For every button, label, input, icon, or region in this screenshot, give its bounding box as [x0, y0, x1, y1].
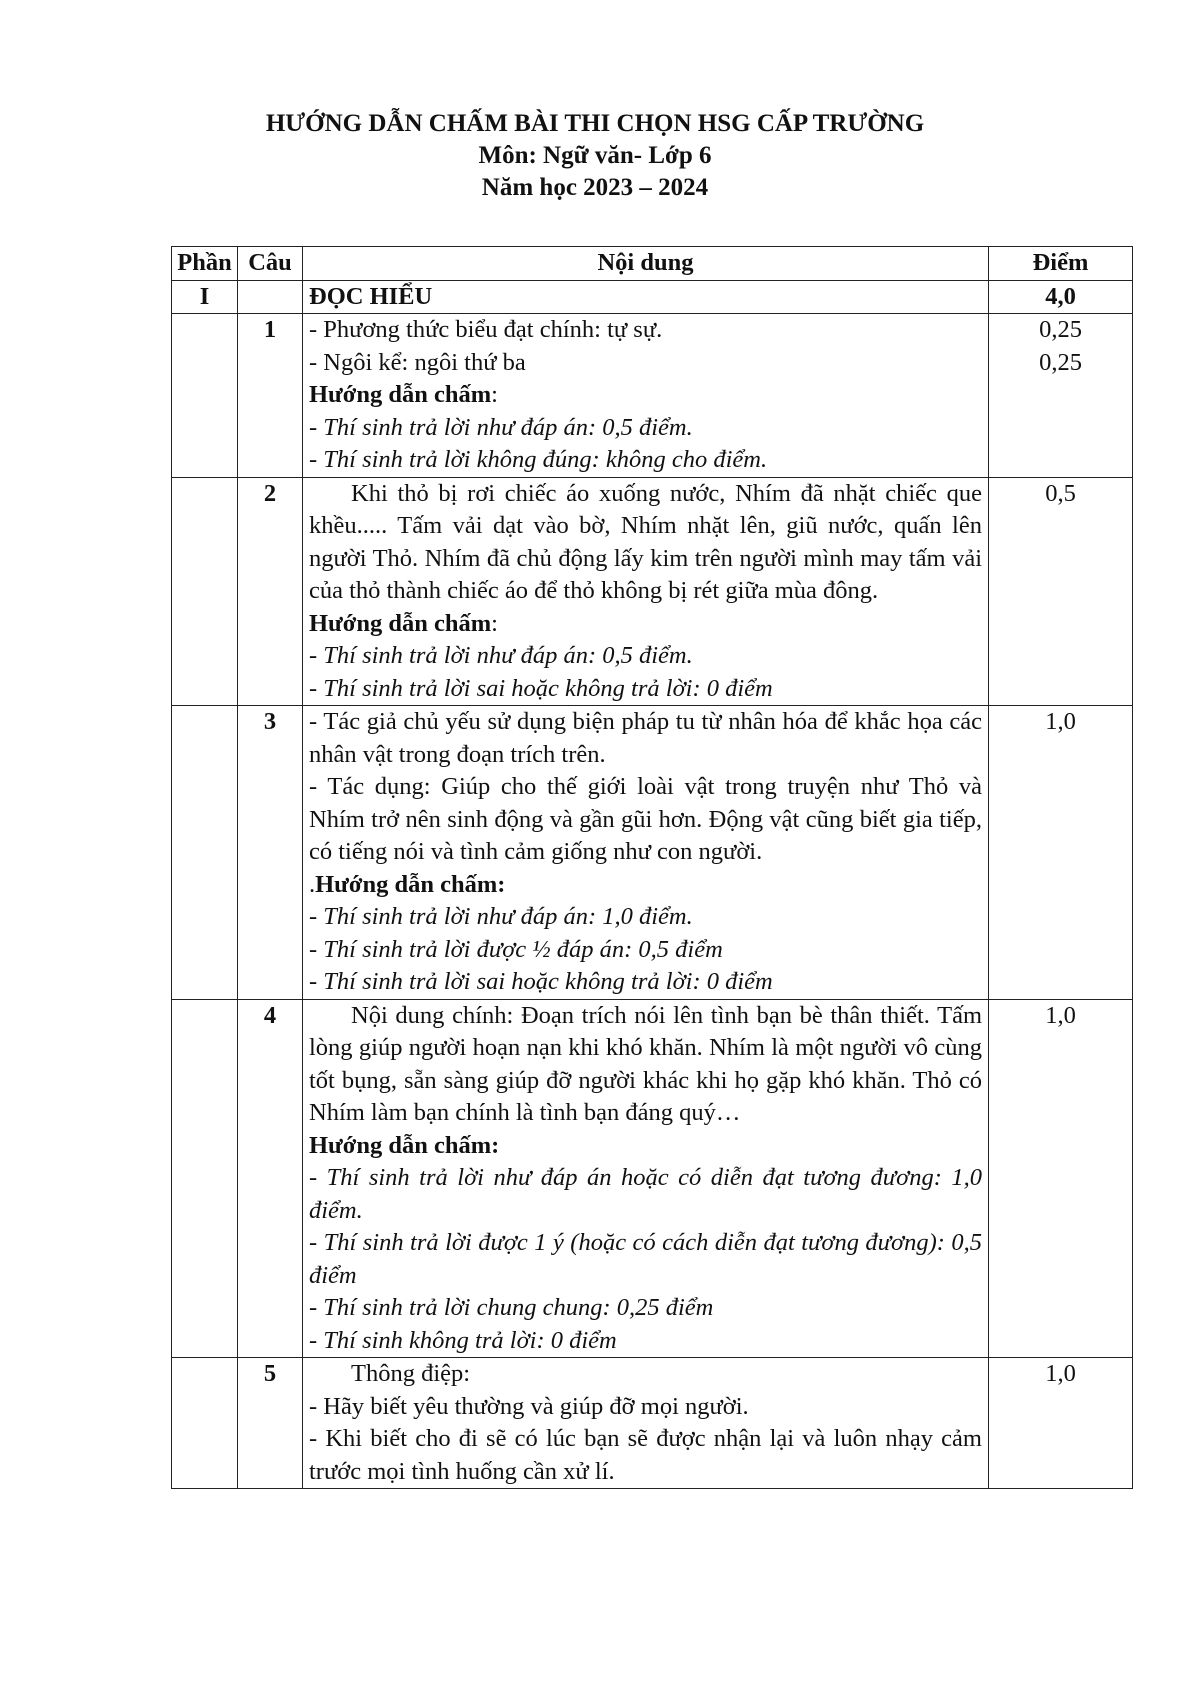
grading-criterion: - Thí sinh trả lời được ½ đáp án: 0,5 điểm: [309, 935, 723, 963]
part-empty: [172, 314, 238, 478]
question-number: 4: [238, 999, 303, 1358]
question-content: [303, 1358, 989, 1489]
question-row-3: [172, 706, 1133, 1000]
grading-criterion: - Thí sinh trả lời sai hoặc không trả lời: 0 điểm: [309, 968, 773, 995]
grading-criterion: - Thí sinh trả lời được 1 ý (hoặc có cách diễn đạt tương đương): 0,5 điểm: [309, 1229, 982, 1289]
question-content: [303, 706, 989, 1000]
header-score: Điểm: [989, 247, 1133, 281]
part-empty: [172, 1358, 238, 1489]
table-header-row: [172, 247, 1133, 281]
answer-paragraph: - Tác dụng: Giúp cho thế giới loài vật trong truyện như Thỏ và Nhím trở nên sinh động và gần gũi hơn. Động vật cũng biết gia tiếp, có tiếng nói và tình cảm giống như con người.: [309, 773, 982, 865]
answer-paragraph: - Khi biết cho đi sẽ có lúc bạn sẽ được nhận lại và luôn nhạy cảm trước mọi tình huống cần xử lí.: [309, 1425, 982, 1485]
question-content: [303, 999, 989, 1358]
question-row-2: [172, 477, 1133, 706]
document-title: HƯỚNG DẪN CHẤM BÀI THI CHỌN HSG CẤP TRƯỜNG: [265, 110, 925, 137]
grading-guide-heading: Hướng dẫn chấm:: [309, 1131, 500, 1159]
question-content: [303, 314, 989, 478]
subject-line: Môn: Ngữ văn- Lớp 6: [478, 142, 712, 169]
answer-paragraph: - Tác giả chủ yếu sử dụng biện pháp tu từ nhân hóa để khắc họa các nhân vật trong đoạn trích trên.: [309, 708, 982, 768]
grading-guide-heading: Hướng dẫn chấm:: [309, 381, 498, 408]
grading-guide-heading: Hướng dẫn chấm:: [309, 609, 498, 637]
question-score: 1,0: [989, 999, 1133, 1358]
grading-criterion: - Thí sinh trả lời không đúng: không cho điểm.: [309, 446, 768, 473]
document-header: [0, 108, 1190, 204]
question-number: 2: [238, 477, 303, 706]
grading-criterion: - Thí sinh trả lời sai hoặc không trả lời: 0 điểm: [309, 674, 773, 702]
section-question-empty: [238, 280, 303, 314]
section-part: I: [172, 280, 238, 314]
header-content: Nội dung: [303, 247, 989, 281]
question-content: [303, 477, 989, 706]
section-row: [172, 280, 1133, 314]
header-question: Câu: [238, 247, 303, 281]
section-score: 4,0: [989, 280, 1133, 314]
grading-criterion: - Thí sinh trả lời như đáp án: 0,5 điểm.: [309, 413, 693, 441]
score-value: 0,25: [1039, 348, 1082, 376]
part-empty: [172, 477, 238, 706]
question-score: 1,0: [989, 1358, 1133, 1489]
question-row-1: [172, 314, 1133, 478]
question-score: [989, 314, 1133, 478]
question-row-5: [172, 1358, 1133, 1489]
grading-criterion: - Thí sinh không trả lời: 0 điểm: [309, 1326, 617, 1354]
grading-criterion: - Thí sinh trả lời chung chung: 0,25 điểm: [309, 1294, 714, 1321]
answer-paragraph: Khi thỏ bị rơi chiếc áo xuống nước, Nhím đã nhặt chiếc que khều..... Tấm vải dạt vào bờ, Nhím nhặt lên, giũ nước, quấn lên người Thỏ. Nhím đã chủ động lấy kim trên người mình may tấm vải của thỏ thành chiếc áo để thỏ không bị rét giữa mùa đông.: [309, 479, 982, 604]
part-empty: [172, 706, 238, 1000]
grading-criterion: - Thí sinh trả lời như đáp án: 0,5 điểm.: [309, 642, 693, 669]
question-number: 1: [238, 314, 303, 478]
grading-guide-heading: .Hướng dẫn chấm:: [309, 870, 506, 898]
school-year-line: Năm học 2023 – 2024: [481, 174, 709, 201]
part-empty: [172, 999, 238, 1358]
question-score: 0,5: [989, 477, 1133, 706]
answer-intro: Thông điệp:: [351, 1360, 471, 1387]
grading-criterion: - Thí sinh trả lời như đáp án: 1,0 điểm.: [309, 903, 693, 930]
score-value: 0,25: [1039, 316, 1082, 343]
grading-table: [171, 246, 1133, 1489]
answer-line: - Phương thức biểu đạt chính: tự sự.: [309, 316, 663, 343]
question-row-4: [172, 999, 1133, 1358]
grading-criterion: - Thí sinh trả lời như đáp án hoặc có diễn đạt tương đương: 1,0 điểm.: [309, 1164, 982, 1224]
question-number: 3: [238, 706, 303, 1000]
answer-paragraph: - Hãy biết yêu thường và giúp đỡ mọi người.: [309, 1392, 749, 1420]
answer-line: - Ngôi kể: ngôi thứ ba: [309, 348, 526, 376]
section-title: ĐỌC HIỂU: [303, 280, 989, 314]
question-number: 5: [238, 1358, 303, 1489]
header-part: Phần: [172, 247, 238, 281]
answer-paragraph: Nội dung chính: Đoạn trích nói lên tình bạn bè thân thiết. Tấm lòng giúp người hoạn nạn khi khó khăn. Nhím là một người vô cùng tốt bụng, sẵn sàng giúp đỡ người khác khi họ gặp khó khăn. Thỏ có Nhím làm bạn chính là tình bạn đáng quý…: [309, 1001, 982, 1126]
question-score: 1,0: [989, 706, 1133, 1000]
